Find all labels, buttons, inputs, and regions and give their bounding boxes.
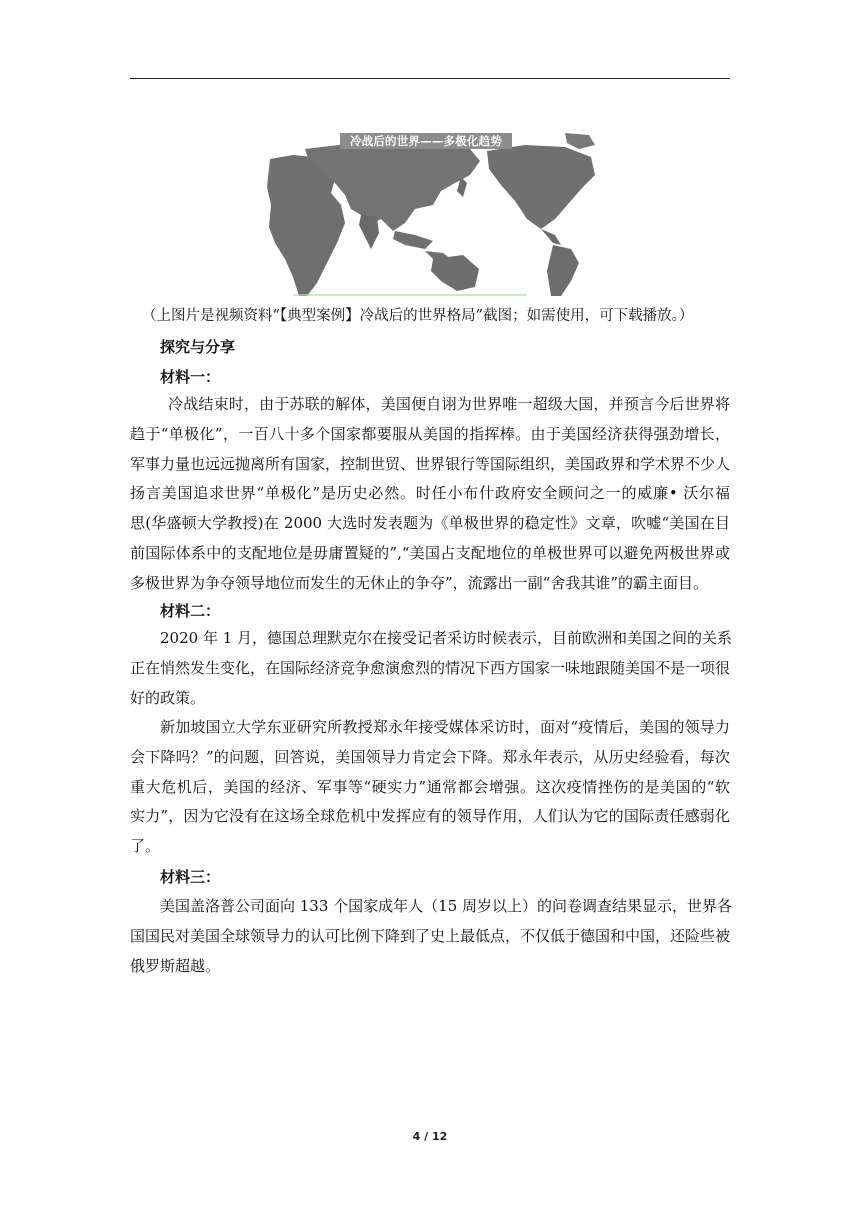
material-2-line: 重大危机后，美国的经济、军事等“硬实力”通常都会增强。这次疫情挫伤的是美国的“软 xyxy=(130,777,730,796)
world-map-image xyxy=(265,131,595,296)
material-2-heading: 材料二： xyxy=(160,602,221,620)
material-3-heading: 材料三： xyxy=(160,868,221,886)
material-1-line: 思(华盛顿大学教授)在 2000 大选时发表题为《单极世界的稳定性》文章，吹嘘“美国在目 xyxy=(130,514,730,533)
material-3-line: 美国盖洛普公司面向 133 个国家成年人（15 周岁以上）的问卷调查结果显示，世界各 xyxy=(160,897,733,915)
material-1-line: 趋于“单极化”，一百八十多个国家都要服从美国的指挥棒。由于美国经济获得强劲增长， xyxy=(130,424,730,443)
material-2-paragraph-2 xyxy=(130,713,730,862)
material-2-line: 了。 xyxy=(130,837,161,856)
material-2-line: 会下降吗？”的问题，回答说，美国领导力肯定会下降。郑永年表示，从历史经验看，每次 xyxy=(130,747,730,766)
material-2-line: 新加坡国立大学东亚研究所教授郑永年接受媒体采访时，面对“疫情后，美国的领导力 xyxy=(160,718,730,736)
material-1-line: 前国际体系中的支配地位是毋庸置疑的”,“美国占支配地位的单极世界可以避免两极世界或 xyxy=(130,543,730,562)
material-3-line: 国国民对美国全球领导力的认可比例下降到了史上最低点，不仅低于德国和中国，还险些被 xyxy=(130,926,731,945)
header-rule xyxy=(130,78,730,79)
material-1-line: 扬言美国追求世界“单极化”是历史必然。时任小布什政府安全顾问之一的威廉• 沃尔福 xyxy=(130,484,730,503)
material-1-line: 冷战结束时，由于苏联的解体，美国便自诩为世界唯一超级大国，并预言今后世界将 xyxy=(168,395,730,413)
image-caption: （上图片是视频资料“【典型案例】冷战后的世界格局”截图；如需使用，可下载播放。） xyxy=(142,308,694,324)
material-2-line: 好的政策。 xyxy=(130,688,206,707)
map-title: 冷战后的世界——多极化趋势 xyxy=(340,133,512,149)
material-2-line: 正在悄然发生变化，在国际经济竞争愈演愈烈的情况下西方国家一味地跟随美国不是一项很 xyxy=(130,658,731,677)
page-number: 4 / 12 xyxy=(412,1130,448,1143)
material-2-line: 实力”，因为它没有在这场全球危机中发挥应有的领导作用，人们认为它的国际责任感弱化 xyxy=(130,807,730,826)
material-1-line: 军事力量也远远抛离所有国家，控制世贸、世界银行等国际组织，美国政界和学术界不少人 xyxy=(130,454,731,473)
world-map-graphic xyxy=(265,131,595,296)
material-3-line: 俄罗斯超越。 xyxy=(130,956,221,975)
section-title: 探究与分享 xyxy=(160,338,236,356)
material-1-heading: 材料一： xyxy=(160,368,221,386)
material-2-paragraph-1 xyxy=(130,624,733,713)
material-2-line: 2020 年 1 月，德国总理默克尔在接受记者采访时候表示，目前欧洲和美国之间的关系 xyxy=(160,629,733,647)
material-3-paragraph xyxy=(130,892,733,981)
material-1-paragraph xyxy=(130,390,731,599)
material-1-line: 多极世界为争夺领导地位而发生的无休止的争夺”，流露出一副“舍我其谁”的霸主面目。 xyxy=(130,573,709,592)
